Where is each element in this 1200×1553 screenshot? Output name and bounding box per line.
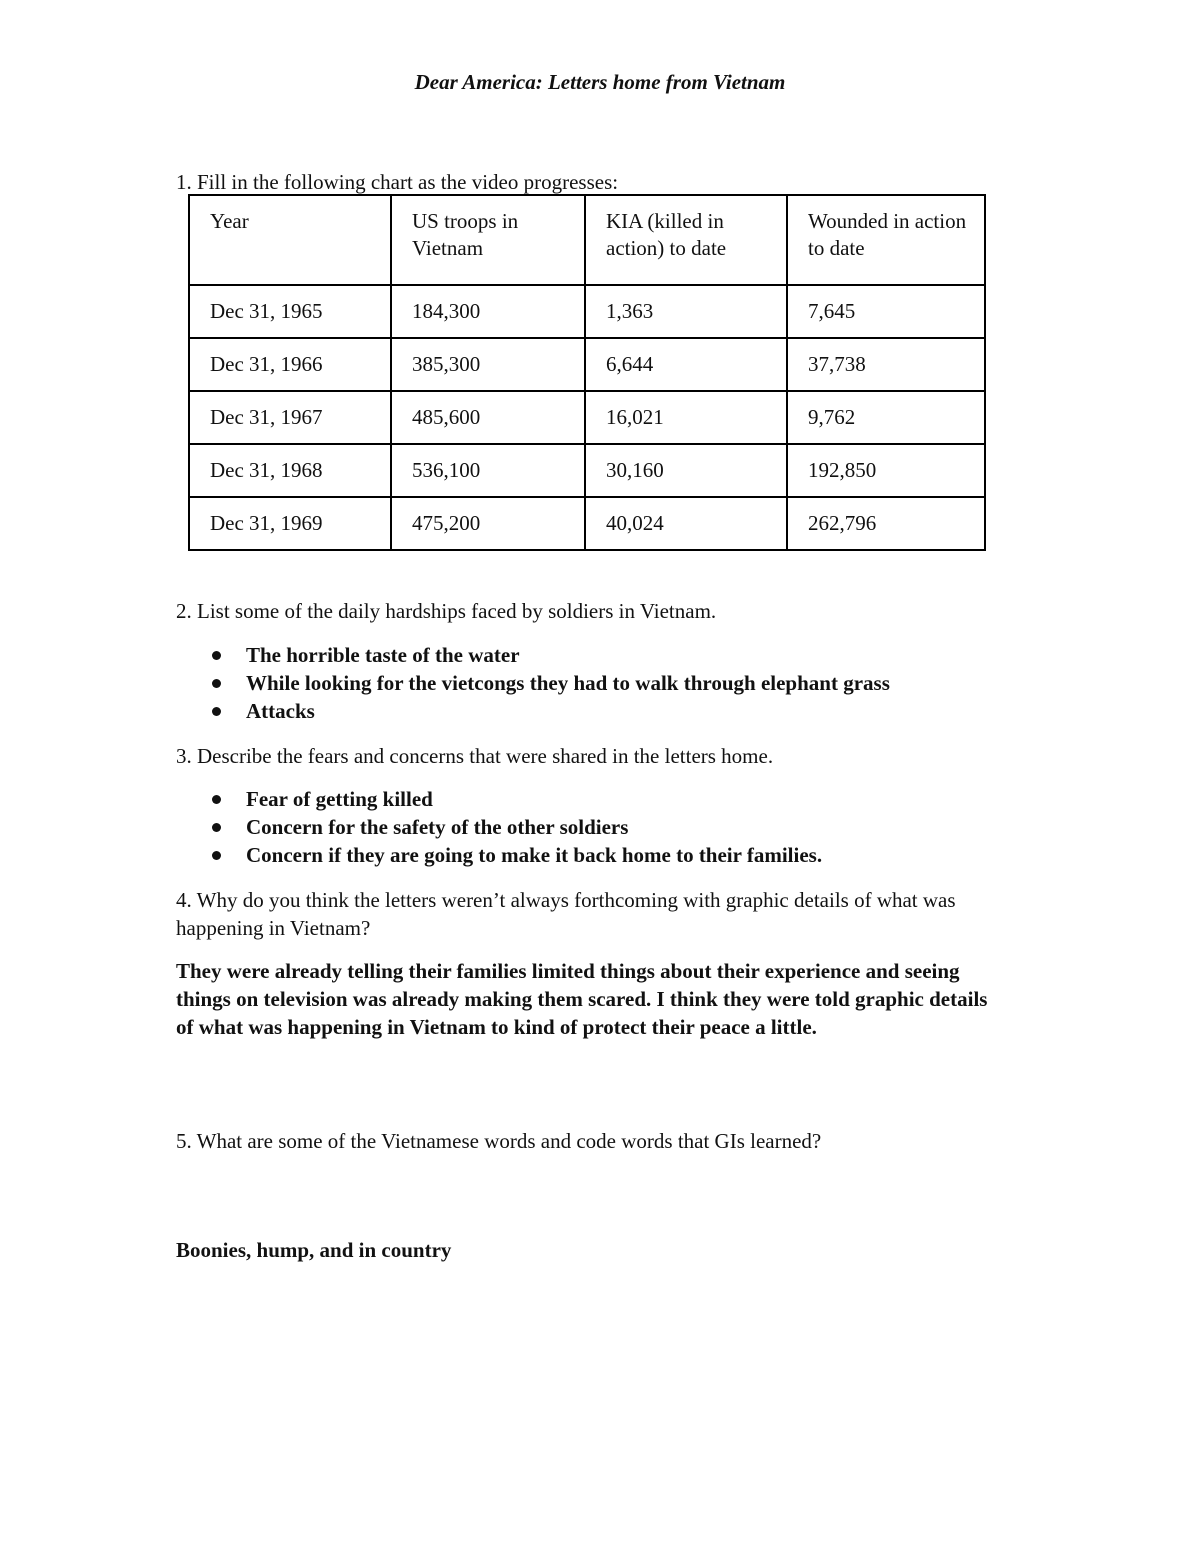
cell-kia: 40,024 bbox=[585, 497, 787, 550]
cell-troops: 475,200 bbox=[391, 497, 585, 550]
cell-wounded: 262,796 bbox=[787, 497, 985, 550]
cell-troops: 184,300 bbox=[391, 285, 585, 338]
bullet-icon bbox=[212, 679, 221, 688]
header-kia: KIA (killed in action) to date bbox=[585, 195, 787, 285]
question-5-answer: Boonies, hump, and in country bbox=[176, 1238, 452, 1262]
question-2-prompt: 2. List some of the daily hardships faced by soldiers in Vietnam. bbox=[176, 599, 717, 623]
question-5-prompt: 5. What are some of the Vietnamese words and code words that GIs learned? bbox=[176, 1129, 822, 1153]
bullet-icon bbox=[212, 651, 221, 660]
header-year: Year bbox=[189, 195, 391, 285]
table-row bbox=[189, 285, 985, 338]
table-row bbox=[189, 497, 985, 550]
answer-text: The horrible taste of the water bbox=[246, 643, 520, 667]
cell-wounded: 37,738 bbox=[787, 338, 985, 391]
answer-text: Fear of getting killed bbox=[246, 787, 433, 811]
bullet-icon bbox=[212, 823, 221, 832]
list-item bbox=[208, 669, 890, 697]
cell-wounded: 9,762 bbox=[787, 391, 985, 444]
table-row bbox=[189, 444, 985, 497]
question-4-prompt: 4. Why do you think the letters weren’t always forthcoming with graphic details of what was happening in Vietnam? bbox=[176, 888, 956, 940]
list-item bbox=[208, 841, 822, 869]
question-3-prompt: 3. Describe the fears and concerns that were shared in the letters home. bbox=[176, 744, 774, 768]
answer-text: Attacks bbox=[246, 699, 315, 723]
document-title: Dear America: Letters home from Vietnam bbox=[414, 70, 786, 94]
cell-troops: 385,300 bbox=[391, 338, 585, 391]
cell-troops: 536,100 bbox=[391, 444, 585, 497]
question-4-answer: They were already telling their families limited things about their experience and seeing things on television was already making them scared. I think they were told graphic details of what was happening in Vietnam to kind of protect their peace a little. bbox=[176, 959, 988, 1039]
question-2-answer-list bbox=[208, 641, 890, 725]
list-item bbox=[208, 641, 890, 669]
cell-kia: 1,363 bbox=[585, 285, 787, 338]
header-us-troops: US troops in Vietnam bbox=[391, 195, 585, 285]
cell-year: Dec 31, 1969 bbox=[189, 497, 391, 550]
cell-year: Dec 31, 1965 bbox=[189, 285, 391, 338]
header-wounded: Wounded in action to date bbox=[787, 195, 985, 285]
list-item bbox=[208, 697, 890, 725]
bullet-icon bbox=[212, 707, 221, 716]
answer-text: Concern for the safety of the other soldiers bbox=[246, 815, 629, 839]
cell-troops: 485,600 bbox=[391, 391, 585, 444]
cell-year: Dec 31, 1966 bbox=[189, 338, 391, 391]
cell-year: Dec 31, 1968 bbox=[189, 444, 391, 497]
cell-wounded: 7,645 bbox=[787, 285, 985, 338]
cell-kia: 30,160 bbox=[585, 444, 787, 497]
table-row bbox=[189, 338, 985, 391]
question-1-prompt: 1. Fill in the following chart as the video progresses: bbox=[176, 170, 619, 194]
cell-year: Dec 31, 1967 bbox=[189, 391, 391, 444]
cell-wounded: 192,850 bbox=[787, 444, 985, 497]
troops-casualties-table bbox=[188, 194, 986, 551]
bullet-icon bbox=[212, 851, 221, 860]
table-header-row bbox=[189, 195, 985, 285]
list-item bbox=[208, 813, 822, 841]
question-3-answer-list bbox=[208, 785, 822, 869]
cell-kia: 6,644 bbox=[585, 338, 787, 391]
answer-text: Concern if they are going to make it back home to their families. bbox=[246, 843, 823, 867]
cell-kia: 16,021 bbox=[585, 391, 787, 444]
answer-text: While looking for the vietcongs they had to walk through elephant grass bbox=[246, 671, 890, 695]
bullet-icon bbox=[212, 795, 221, 804]
table-row bbox=[189, 391, 985, 444]
list-item bbox=[208, 785, 822, 813]
